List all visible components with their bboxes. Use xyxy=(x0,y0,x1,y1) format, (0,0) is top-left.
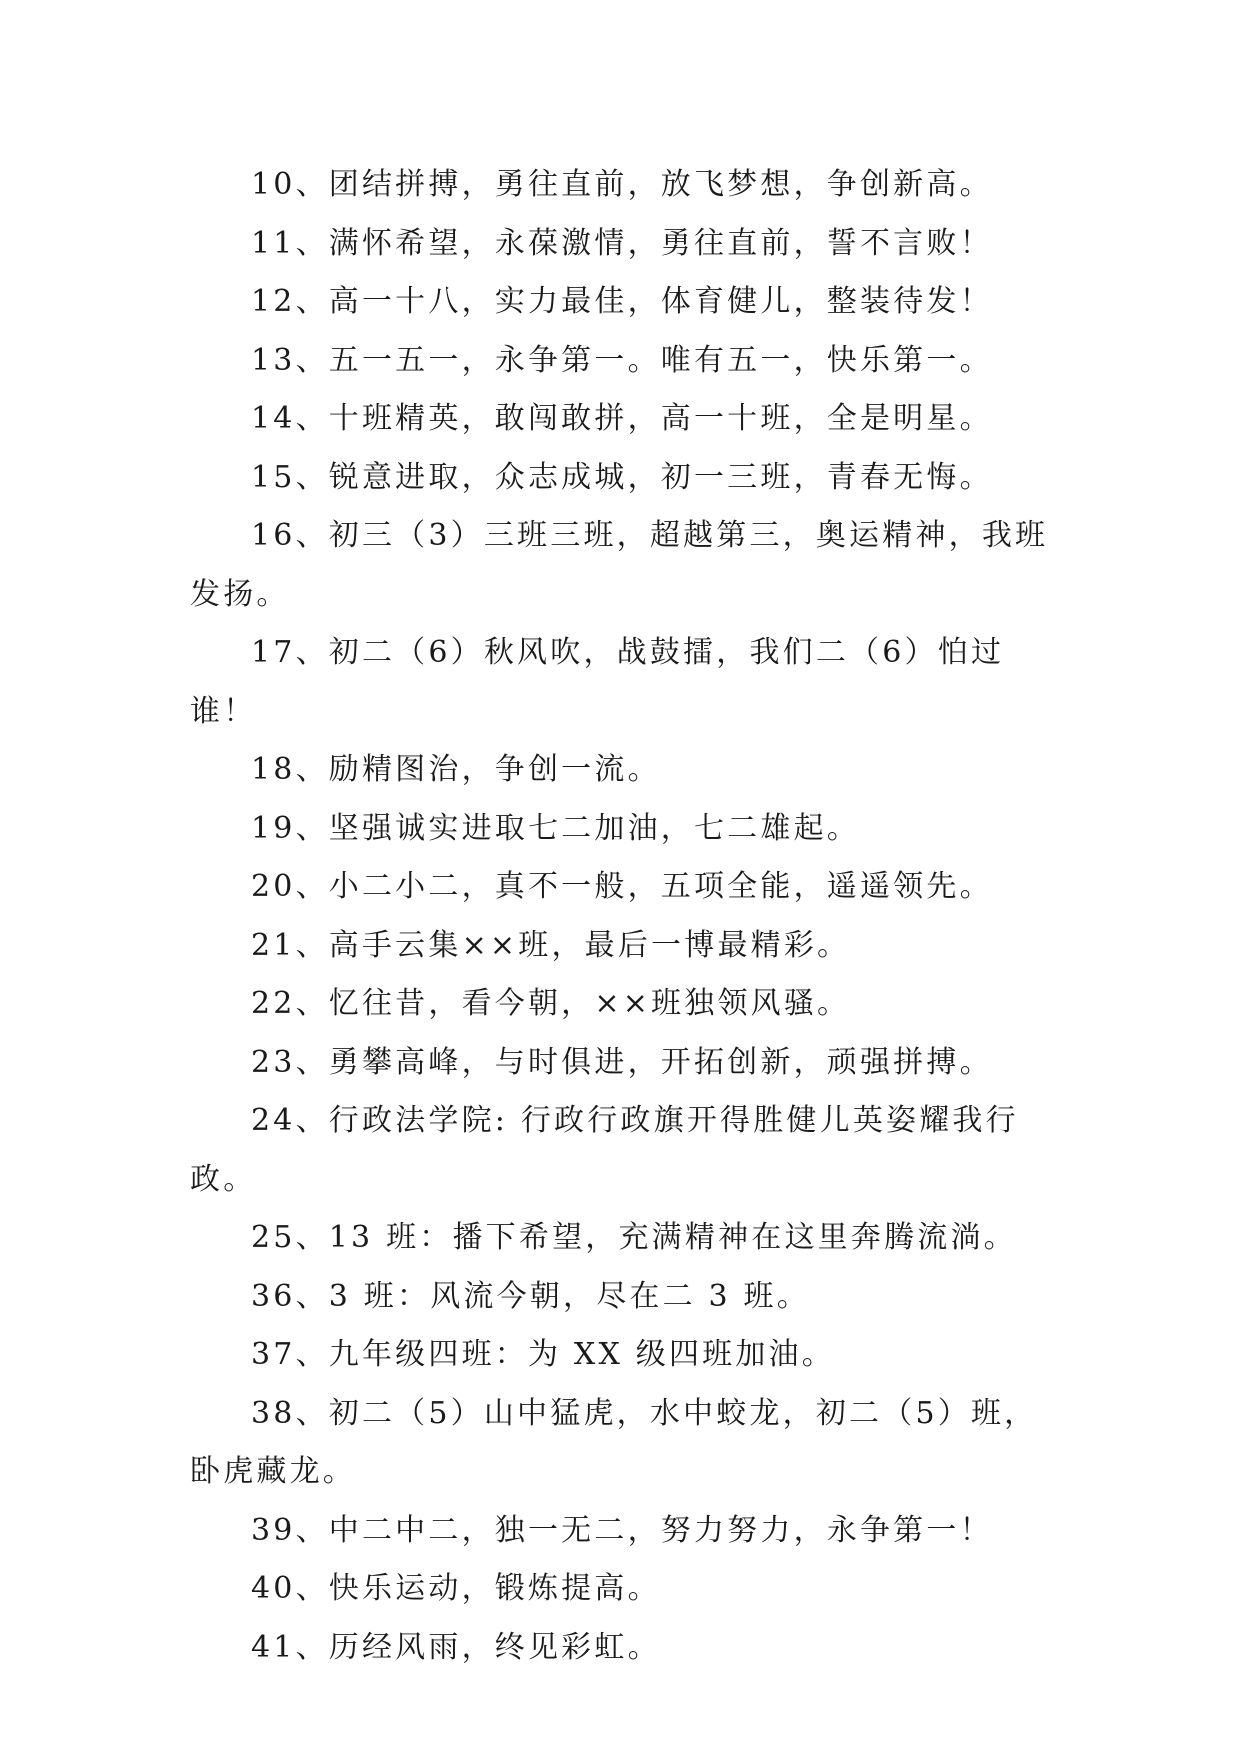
slogan-paragraph: 22、忆往昔，看今朝，××班独领风骚。 xyxy=(251,986,851,1021)
slogan-paragraph: 19、坚强诚实进取七二加油，七二雄起。 xyxy=(251,810,860,846)
slogan-paragraph: 20、小二小二，真不一般，五项全能，遥遥领先。 xyxy=(251,869,993,904)
slogan-paragraph: 14、十班精英，敢闯敢拼，高一十班，全是明星。 xyxy=(251,401,993,436)
slogan-paragraph: 13、五一五一，永争第一。唯有五一，快乐第一。 xyxy=(251,342,993,378)
slogan-paragraph: 40、快乐运动，锻炼提高。 xyxy=(251,1571,661,1606)
slogan-paragraph: 37、九年级四班：为 XX 级四班加油。 xyxy=(251,1337,835,1372)
slogan-paragraph: 18、励精图治，争创一流。 xyxy=(251,752,661,787)
slogan-paragraph: 36、3 班：风流今朝，尽在二 3 班。 xyxy=(251,1278,810,1314)
slogan-paragraph: 15、锐意进取，众志成城，初一三班，青春无悔。 xyxy=(251,459,993,495)
slogan-paragraph: 11、满怀希望，永葆激情，勇往直前，誓不言败！ xyxy=(251,225,993,261)
slogan-paragraph: 23、勇攀高峰，与时俱进，开拓创新，顽强拼搏。 xyxy=(251,1044,993,1080)
slogan-paragraph: 38、初二（5）山中猛虎，水中蛟龙，初二（5）班，卧虎藏龙。 xyxy=(190,1395,1038,1489)
slogan-paragraph: 17、初二（6）秋风吹，战鼓擂，我们二（6）怕过谁！ xyxy=(190,635,1005,729)
slogan-paragraph: 39、中二中二，独一无二，努力努力，永争第一！ xyxy=(251,1512,993,1548)
slogan-paragraph: 24、行政法学院: 行政行政旗开得胜健儿英姿耀我行政。 xyxy=(190,1103,1019,1197)
slogan-paragraph: 10、团结拼搏，勇往直前，放飞梦想，争创新高。 xyxy=(251,167,993,202)
slogan-paragraph: 12、高一十八，实力最佳，体育健儿，整装待发！ xyxy=(251,284,993,319)
slogan-paragraph: 16、初三（3）三班三班，超越第三，奥运精神，我班发扬。 xyxy=(190,518,1049,612)
slogan-paragraph: 21、高手云集××班，最后一博最精彩。 xyxy=(251,927,851,963)
slogan-list xyxy=(190,156,1060,1677)
slogan-paragraph: 25、13 班：播下希望，充满精神在这里奔腾流淌。 xyxy=(251,1220,1017,1255)
slogan-paragraph: 41、历经风雨，终见彩虹。 xyxy=(251,1629,661,1665)
